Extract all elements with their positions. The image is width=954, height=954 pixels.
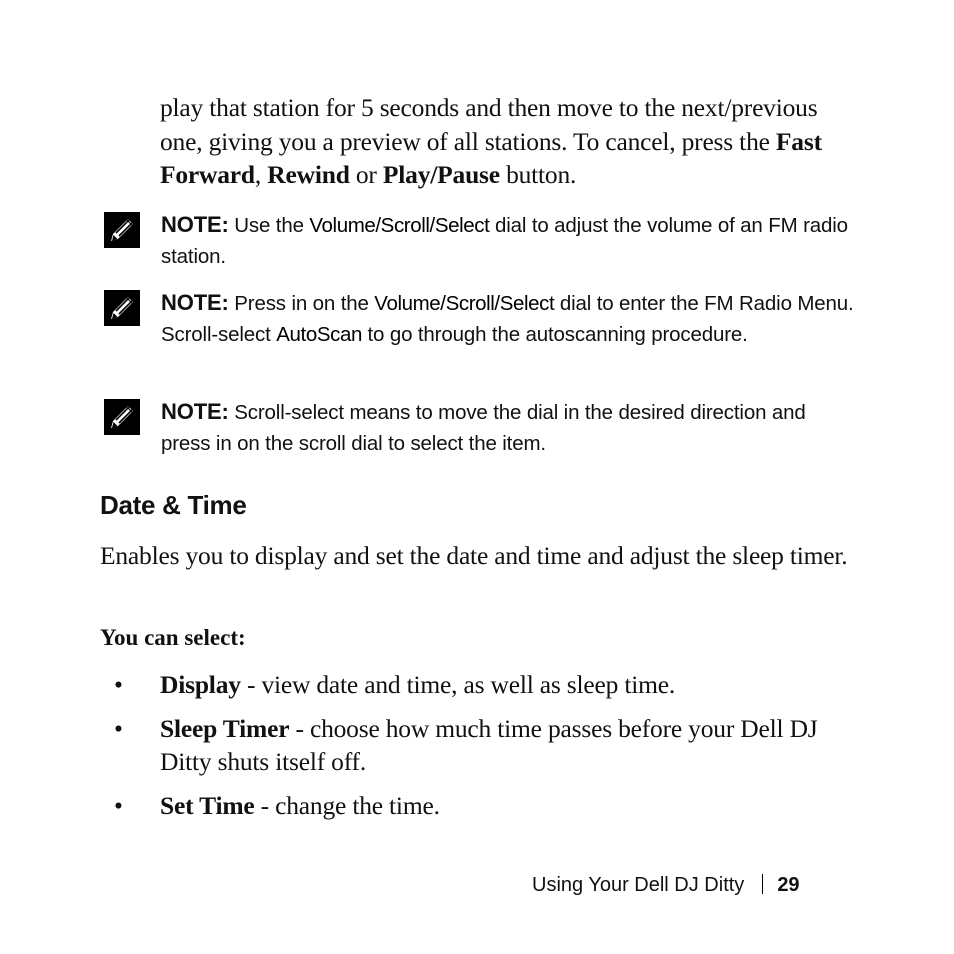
volume-scroll-select-term: Volume/Scroll/Select — [374, 292, 555, 315]
running-title: Using Your Dell DJ Ditty — [532, 874, 745, 896]
note-text — [161, 210, 854, 272]
option-sleep-timer — [100, 712, 860, 779]
continuation-text: play that station for 5 seconds and then move to the next/previous one, giving you a preview of all stations. To cancel, press the — [160, 93, 818, 156]
continuation-paragraph — [160, 91, 860, 192]
volume-scroll-select-term: Volume/Scroll/Select — [309, 214, 490, 237]
option-description: - change the time. — [254, 790, 440, 820]
note-body: dial to adjust the volume of an FM radio station. — [161, 214, 848, 268]
note-body: Use the — [228, 214, 310, 237]
select-label: You can select: — [100, 625, 246, 650]
separator: , — [254, 160, 268, 189]
note-1 — [104, 210, 854, 272]
page-footer — [532, 871, 800, 899]
autoscan-term: AutoScan — [276, 322, 362, 346]
fast-forward-term: Fast Forward — [160, 126, 822, 189]
note-body: Scroll-select means to move the dial in the desired direction and press in on the scroll dial to select the item. — [161, 401, 806, 455]
note-label: NOTE: — [161, 212, 229, 237]
note-pencil-icon — [104, 212, 140, 248]
note-body: to go through the autoscanning procedure. — [361, 322, 748, 346]
bullet: • — [114, 790, 123, 820]
note-pencil-icon — [104, 290, 140, 326]
section-title: Date & Time — [100, 490, 247, 520]
note-label: NOTE: — [161, 290, 229, 315]
note-body: dial to enter the FM Radio Menu. Scroll-select — [161, 292, 854, 346]
note-body: Press in on the — [228, 292, 375, 315]
option-term: Set Time — [160, 790, 255, 820]
bullet: • — [114, 670, 123, 699]
options-list — [100, 668, 860, 832]
separator: or — [349, 160, 383, 189]
note-label: NOTE: — [161, 399, 229, 424]
option-display — [100, 668, 860, 702]
option-description: - view date and time, as well as sleep time. — [240, 670, 676, 699]
footer-divider — [762, 874, 763, 894]
play-pause-term: Play/Pause — [382, 160, 500, 189]
note-text — [161, 397, 854, 459]
rewind-term: Rewind — [267, 160, 350, 189]
note-pencil-icon — [104, 399, 140, 435]
section-intro: Enables you to display and set the date and time and adjust the sleep timer. — [100, 541, 848, 570]
page-number: 29 — [777, 874, 800, 896]
option-description: - choose how much time passes before your Dell DJ Ditty shuts itself off. — [160, 713, 818, 776]
option-set-time — [100, 789, 860, 823]
note-text — [161, 288, 854, 350]
note-2 — [104, 288, 854, 350]
note-3 — [104, 397, 854, 459]
bullet: • — [114, 713, 123, 743]
continuation-end: button. — [499, 160, 577, 189]
option-term: Sleep Timer — [160, 713, 290, 743]
option-term: Display — [160, 670, 241, 699]
